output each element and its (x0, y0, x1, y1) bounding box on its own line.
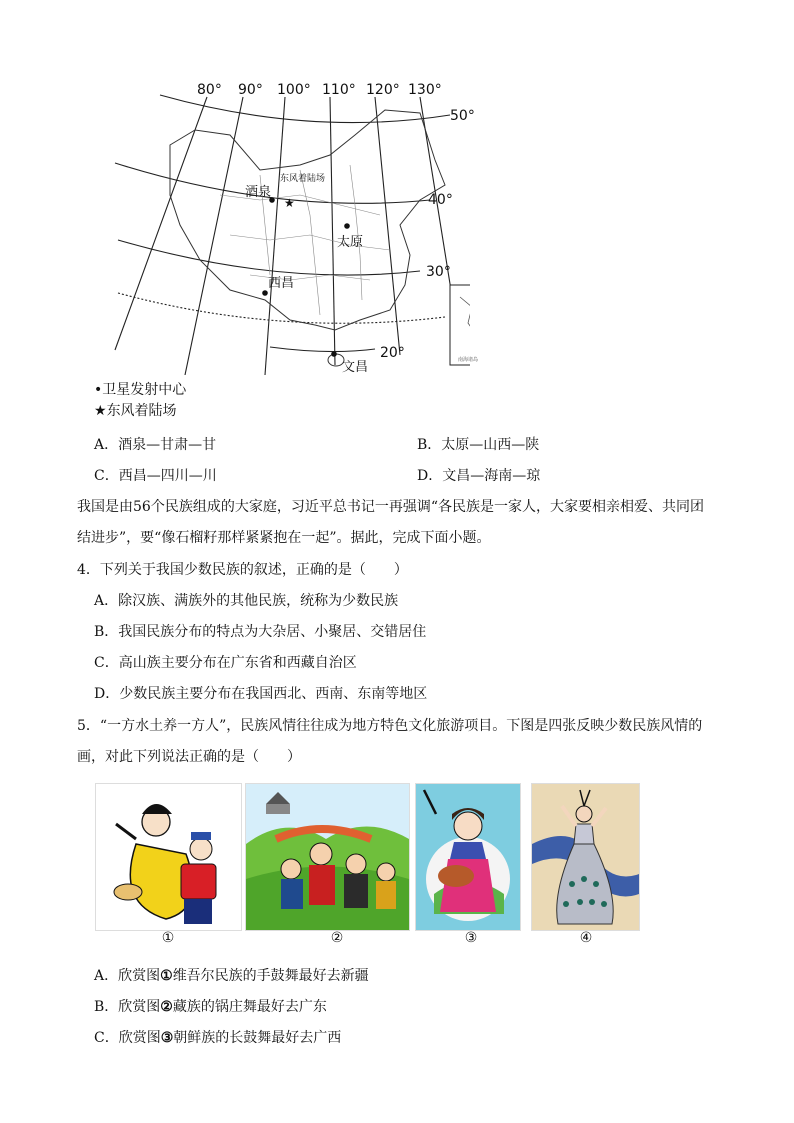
taiyuan-label: 太原 (337, 235, 364, 250)
q4-option-b[interactable]: B．我国民族分布的特点为大杂居、小聚居、交错居住 (94, 624, 427, 640)
q4-option-d[interactable]: D．少数民族主要分布在我国西北、西南、东南等地区 (94, 686, 428, 702)
lon-120-label: 120° (366, 82, 400, 98)
xichang-dot (262, 290, 268, 296)
legend-star-label: 东风着陆场 (106, 403, 177, 419)
q5-b-number: ② (160, 999, 173, 1015)
q5-option-b[interactable] (94, 997, 327, 1017)
lon-130-label: 130° (408, 82, 442, 98)
picture-dai-peacock-dance (531, 783, 640, 931)
q3-option-c[interactable]: C．西昌—四川—川 (94, 468, 217, 484)
lat-50-label: 50° (450, 108, 475, 124)
dongfeng-label: 东风着陆场 (280, 174, 326, 184)
q5-c-number: ③ (160, 1030, 174, 1046)
q5-c-text: 朝鲜族的长鼓舞最好去广西 (173, 1030, 342, 1046)
china-map (100, 75, 470, 375)
q5-a-number: ① (160, 968, 173, 984)
xichang-label: 西昌 (268, 276, 295, 291)
lon-100-label: 100° (277, 82, 311, 98)
caption-1: ① (161, 930, 175, 946)
q4-option-a[interactable]: A．除汉族、满族外的其他民族，统称为少数民族 (94, 593, 399, 609)
dot-icon: • (94, 382, 103, 398)
taiyuan-dot (344, 223, 350, 229)
legend-dot (94, 379, 186, 399)
q4-stem: 4．下列关于我国少数民族的叙述，正确的是（ ） (77, 562, 408, 578)
q5-option-a[interactable] (94, 966, 369, 986)
q5-a-prefix: A．欣赏图 (94, 968, 161, 984)
q3-option-d[interactable]: D．文昌—海南—琼 (417, 468, 541, 484)
q3-option-b[interactable]: B．太原—山西—陕 (417, 437, 540, 453)
caption-3: ③ (464, 930, 478, 946)
q3-option-a[interactable]: A．酒泉—甘肃—甘 (94, 437, 217, 453)
lat-40-label: 40° (428, 192, 453, 208)
caption-4: ④ (579, 930, 593, 946)
passage-line-1: 我国是由56个民族组成的大家庭，习近平总书记一再强调“各民族是一家人，大家要相亲相爱、共同团 (77, 499, 704, 515)
q5-a-text: 维吾尔民族的手鼓舞最好去新疆 (172, 968, 369, 984)
dongfeng-star-icon: ★ (284, 196, 295, 210)
q5-c-prefix: C．欣赏图 (94, 1030, 161, 1046)
picture-uyghur-dance (95, 783, 242, 931)
wenchang-dot (331, 351, 337, 357)
lon-80-label: 80° (197, 82, 222, 98)
lat-20-label: 20° (380, 345, 405, 361)
caption-2: ② (330, 930, 344, 946)
country-outline (170, 110, 445, 330)
q5-b-prefix: B．欣赏图 (94, 999, 161, 1015)
passage-line-2: 结进步”，要“像石榴籽那样紧紧抱在一起”。据此，完成下面小题。 (77, 530, 491, 546)
q4-option-c[interactable]: C．高山族主要分布在广东省和西藏自治区 (94, 655, 357, 671)
star-icon: ★ (94, 403, 107, 419)
inset-label: 南海诸岛 (458, 357, 479, 363)
legend-star (94, 400, 177, 420)
lon-90-label: 90° (238, 82, 263, 98)
legend-dot-label: 卫星发射中心 (102, 382, 187, 398)
q5-b-text: 藏族的锅庄舞最好去广东 (172, 999, 327, 1015)
picture-tibetan-dance (245, 783, 410, 931)
wenchang-label: 文昌 (342, 360, 369, 375)
lon-110-label: 110° (322, 82, 356, 98)
jiuquan-label: 酒泉 (245, 185, 272, 200)
q5-option-c[interactable] (94, 1028, 341, 1048)
lat-30-label: 30° (426, 264, 451, 280)
q5-stem-line-2: 画，对此下列说法正确的是（ ） (77, 749, 301, 765)
q5-stem-line-1: 5．“一方水土养一方人”，民族风情往往成为地方特色文化旅游项目。下图是四张反映少数民族风情的 (77, 718, 703, 734)
picture-korean-dance (415, 783, 521, 931)
